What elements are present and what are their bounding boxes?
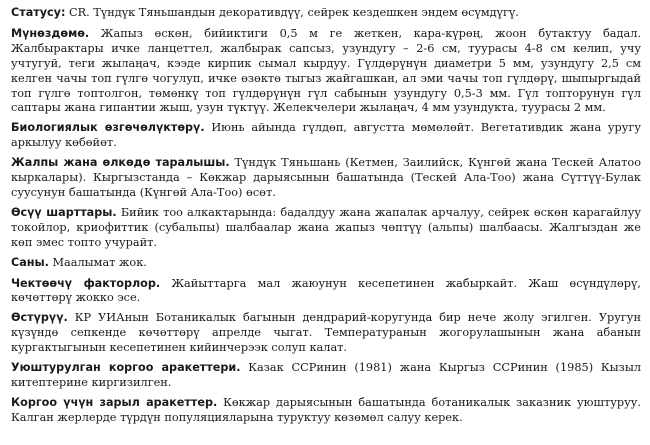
section-protection-measures bbox=[11, 361, 641, 391]
section-description bbox=[11, 27, 641, 116]
section-text: Көкжар дарыясынын башатында ботаникалык заказник уюштуруу. Калган жерлерде түрдүн популяцияларына туруктуу көзөмөл салуу керек. bbox=[11, 395, 642, 424]
section-text: Бийик тоо алкактарында: бадалдуу жана жапалак арчалуу, сейрек өскөн карагайлуу токойлор, криофиттик (субальпы) шалбаалар жана жапыз чөптүү (альпы) шалбаасы. Жалгыздан же көп эмес топто учурайт. bbox=[11, 205, 641, 249]
section-label: Жалпы жана өлкөдө таралышы. bbox=[11, 156, 230, 170]
section-label: Биологиялык өзгөчөлүктөрү. bbox=[11, 121, 205, 135]
section-label: Статусу: bbox=[11, 6, 66, 19]
document-body bbox=[11, 6, 641, 431]
section-label: Өстүрүү. bbox=[11, 311, 68, 325]
section-biology bbox=[11, 121, 641, 151]
section-text: Маалымат жок. bbox=[52, 255, 147, 269]
section-label: Мүнөздөмө. bbox=[11, 26, 90, 40]
section-required-measures bbox=[11, 396, 641, 426]
section-text: КР УИАнын Ботаникалык багынын дендрарий-коругунда бир нече жолу эгилген. Уругун күзүндө сепкенде көчөттөрү апрелде чыгат. Температуранын жогорулашынын жана абанын кургактыгынын кесепетинен кийинчерээк солуп калат. bbox=[11, 311, 641, 355]
section-limiting-factors bbox=[11, 277, 641, 307]
section-text: Жайыттарга мал жаюунун кесепетинен жабыркайт. Жаш өсүндүлөрү, көчөттөрү жокко эсе. bbox=[11, 276, 641, 305]
section-label: Уюштурулган коргоо аракеттери. bbox=[11, 361, 241, 375]
section-distribution bbox=[11, 156, 641, 201]
section-text: Июнь айында гүлдөп, августта мөмөлөйт. Вегетативдик жана уругу аркылуу көбөйөт. bbox=[11, 121, 642, 150]
section-label: Саны. bbox=[11, 255, 49, 269]
section-label: Өсүү шарттары. bbox=[11, 205, 117, 219]
section-text: Түндүк Тяньшань (Кетмен, Заилийск, Күнгөй жана Тескей Алатоо кыркалары). Кыргызстанда – Көкжар дарыясынын башатында (Тескей Ала-Тоо) жана Сүттүү-Булак суусунун башатында (Күнгөй Ала-Тоо) өсөт. bbox=[11, 156, 642, 199]
section-habitat bbox=[11, 206, 641, 251]
section-status bbox=[11, 6, 641, 21]
section-label: Коргоо үчүн зарыл аракеттер. bbox=[11, 395, 218, 409]
section-text: Жапыз өскөн, бийиктиги 0,5 м ге жеткен, кара-күрөң, жоон бутактуу бадал. Жалбырактары ичке ланцеттел, жалбырак сапсыз, узундугу – 2-6 см, туурасы 4-8 см келип, учу учтугуй, теги жылаңач, кээде кирпик сымал кырдуу. Гүлдөрүнүн диаметри 5 мм, узундугу 2,5 см келген чачы топ гүлгө чогулуп, ичке өзөктө тыгыз жайгашкан, ал эми чачы топ гүлдөрү, шыпыргыдай топ гүлгө топтолгон, төмөнкү топ гүлдөрүнүн гүл сабынын узундугу 0,5-3 мм. Гүл топторунун гүл саптары жана гипантии жыш, узун түктүү. Желекчелери жылаңач, 4 мм узундукта, туурасы 2 мм. bbox=[11, 26, 641, 115]
section-label: Чектөөчү факторлор. bbox=[11, 276, 161, 290]
section-cultivation bbox=[11, 311, 641, 356]
section-text: Казак ССРинин (1981) жана Кыргыз ССРинин (1985) Кызыл китептерине киргизилген. bbox=[11, 361, 641, 389]
section-population bbox=[11, 256, 641, 271]
section-text: CR. Түндүк Тяньшандын декоративдүү, сейрек кездешкен эндем өсүмдүгү. bbox=[69, 6, 519, 19]
